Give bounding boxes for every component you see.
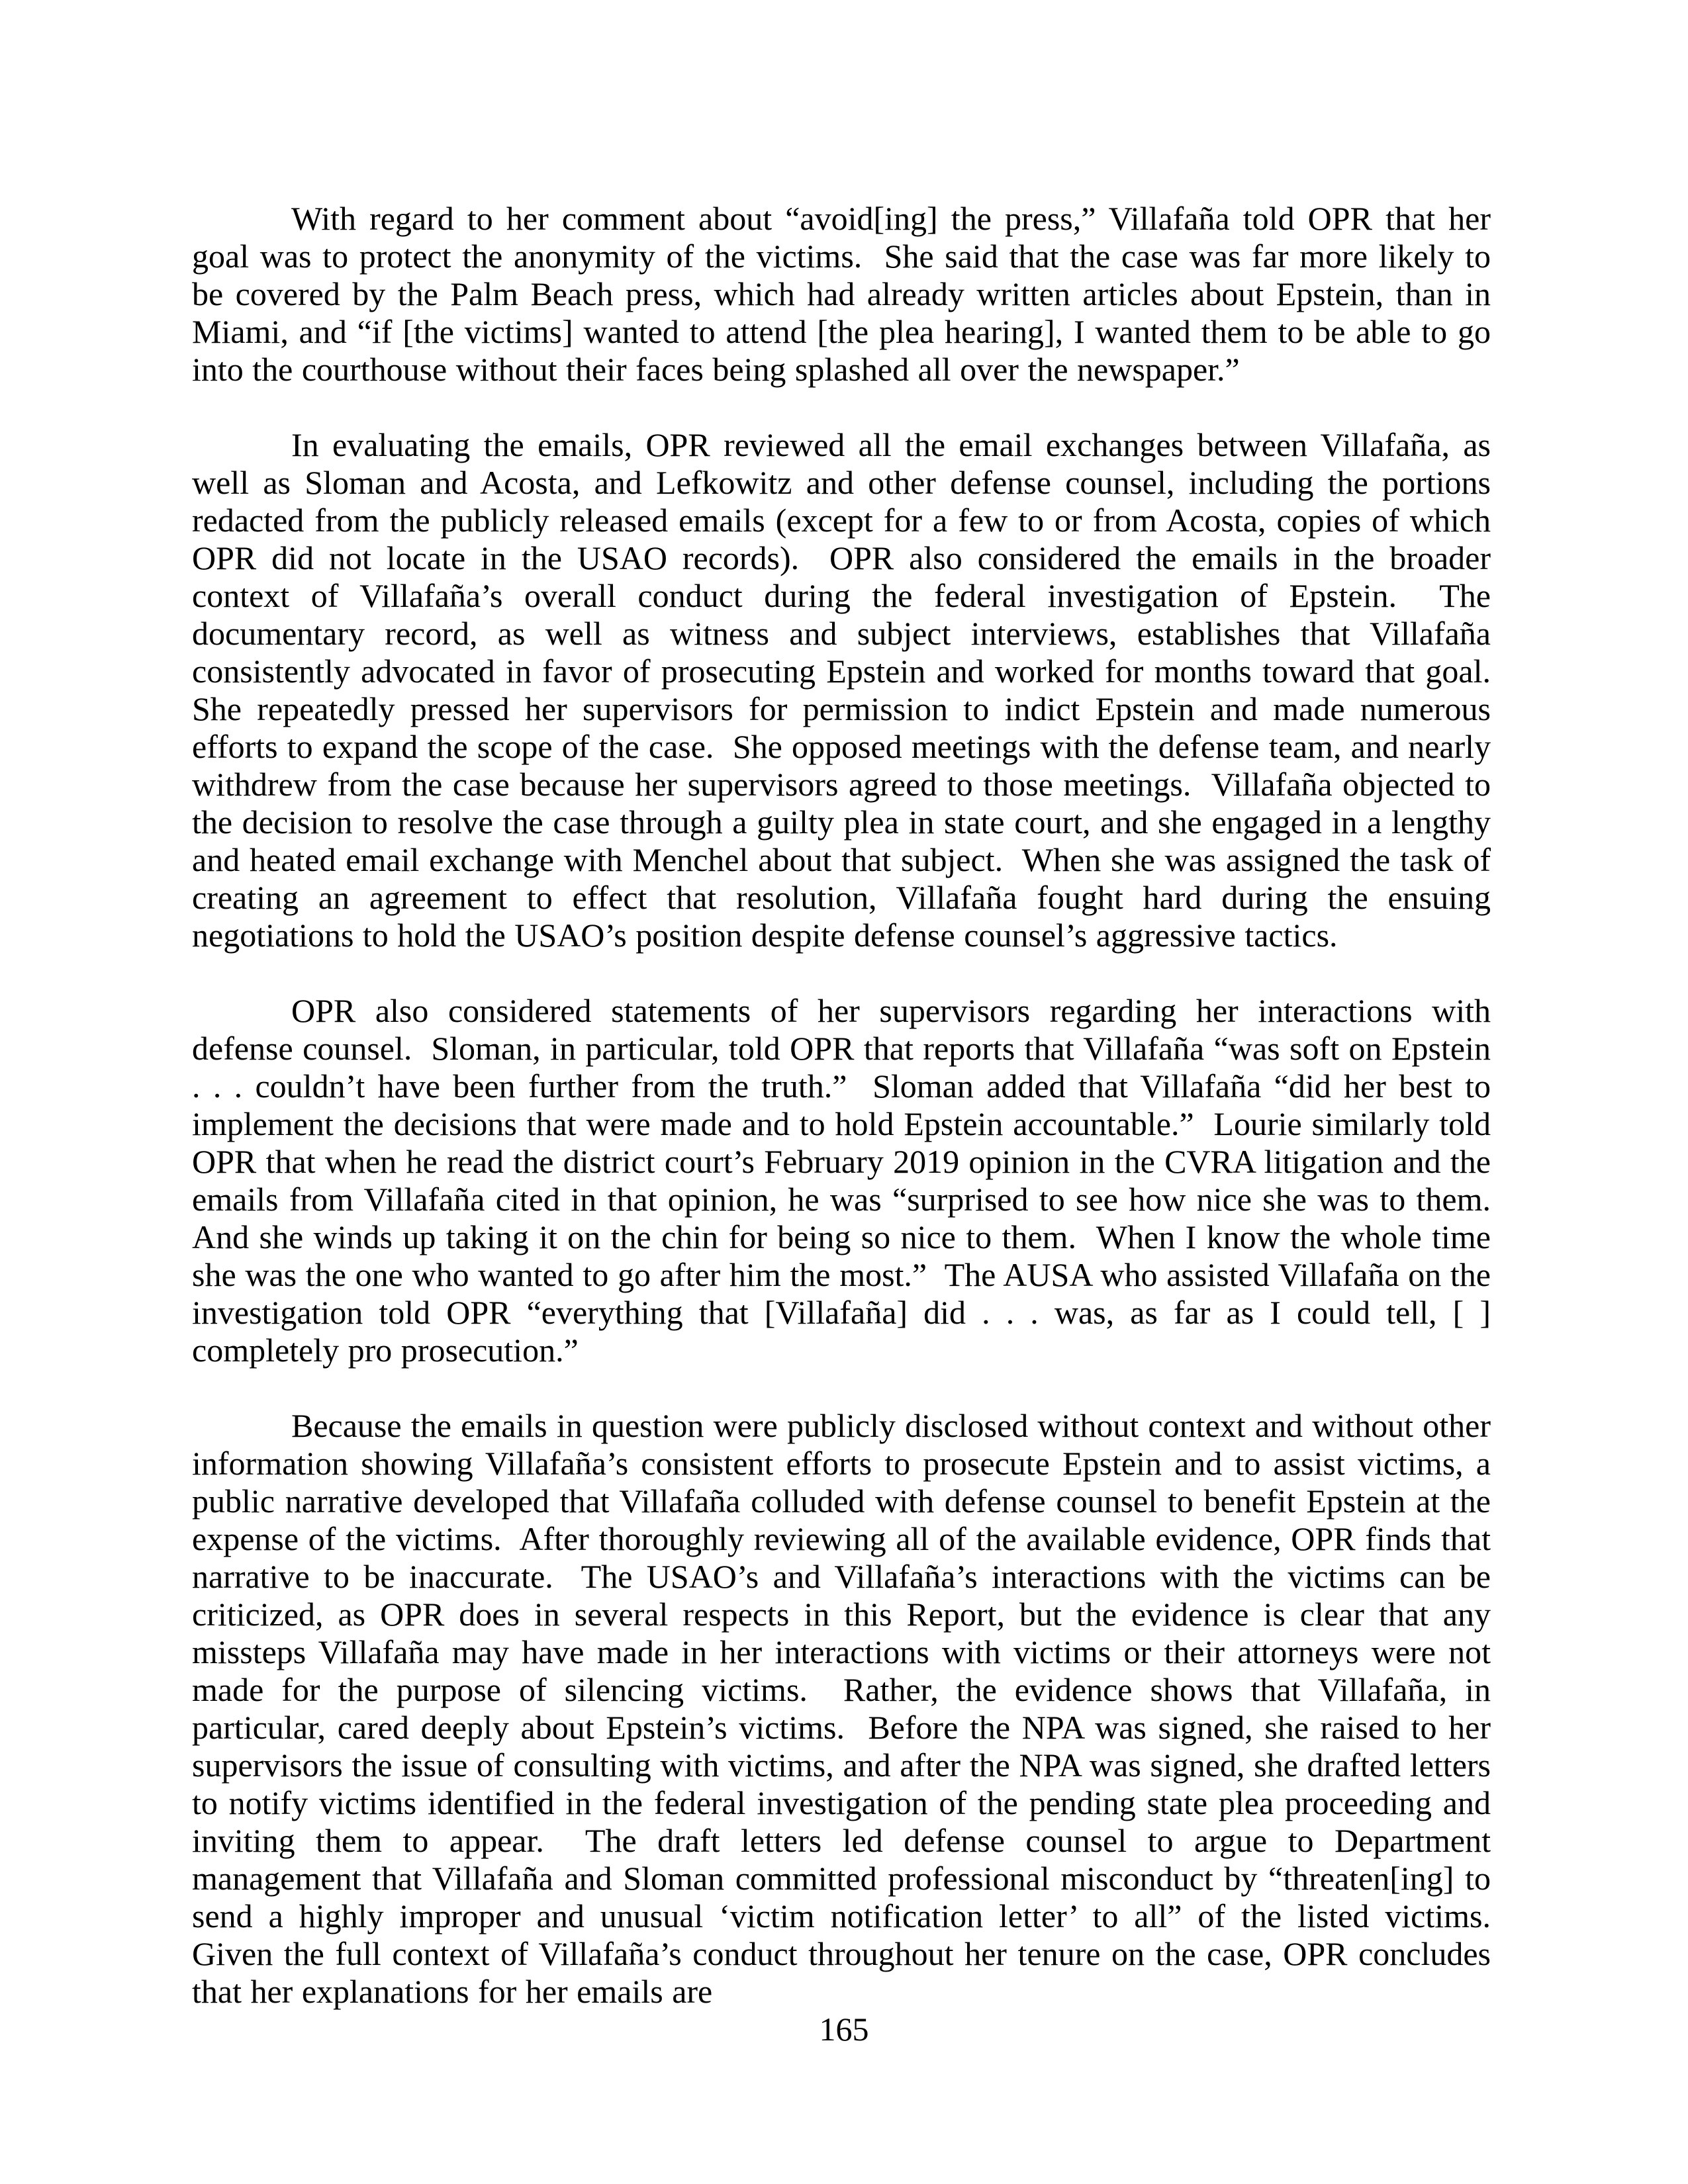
paragraph-4: Because the emails in question were publicly disclosed without context and without other information showing Villafaña’s consistent efforts to prosecute Epstein and to assist victims, a public narrative developed that Villafaña colluded with defense counsel to benefit Epstein at the expense of the victims. After thoroughly reviewing all of the available evidence, OPR finds that narrative to be inaccurate. The USAO’s and Villafaña’s interactions with the victims can be criticized, as OPR does in several respects in this Report, but the evidence is clear that any missteps Villafaña may have made in her interactions with victims or their attorneys were not made for the purpose of silencing victims. Rather, the evidence shows that Villafaña, in particular, cared deeply about Epstein’s victims. Before the NPA was signed, she raised to her supervisors the issue of consulting with victims, and after the NPA was signed, she drafted letters to notify victims identified in the federal investigation of the pending state plea proceeding and inviting them to appear. The draft letters led defense counsel to argue to Department management that Villafaña and Sloman committed professional misconduct by “threaten[ing] to send a highly improper and unusual ‘victim notification letter’ to all” of the listed victims. Given the full context of Villafaña’s conduct throughout her tenure on the case, OPR concludes that her explanations for her emails are (192, 1407, 1509, 2010)
page-number: 165 (819, 2011, 869, 2048)
paragraph-2: In evaluating the emails, OPR reviewed all the email exchanges between Villafaña, as well as Sloman and Acosta, and Lefkowitz and other defense counsel, including the portions redacted from the publicly released emails (except for a few to or from Acosta, copies of which OPR did not locate in the USAO records). OPR also considered the emails in the broader context of Villafaña’s overall conduct during the federal investigation of Epstein. The documentary record, as well as witness and subject interviews, establishes that Villafaña consistently advocated in favor of prosecuting Epstein and worked for months toward that goal. She repeatedly pressed her supervisors for permission to indict Epstein and made numerous efforts to expand the scope of the case. She opposed meetings with the defense team, and nearly withdrew from the case because her supervisors agreed to those meetings. Villafaña objected to the decision to resolve the case through a guilty plea in state court, and she engaged in a lengthy and heated email exchange with Menchel about that subject. When she was assigned the task of creating an agreement to effect that resolution, Villafaña fought hard during the ensuing negotiations to hold the USAO’s position despite defense counsel’s aggressive tactics. (192, 426, 1509, 954)
paragraph-3: OPR also considered statements of her supervisors regarding her interactions with defense counsel. Sloman, in particular, told OPR that reports that Villafaña “was soft on Epstein . . . couldn’t have been further from the truth.” Sloman added that Villafaña “did her best to implement the decisions that were made and to hold Epstein accountable.” Lourie similarly told OPR that when he read the district court’s February 2019 opinion in the CVRA litigation and the emails from Villafaña cited in that opinion, he was “surprised to see how nice she was to them. And she winds up taking it on the chin for being so nice to them. When I know the whole time she was the one who wanted to go after him the most.” The AUSA who assisted Villafaña on the investigation told OPR “everything that [Villafaña] did . . . was, as far as I could tell, [ ] completely pro prosecution.” (192, 992, 1509, 1369)
paragraph-1: With regard to her comment about “avoid[ing] the press,” Villafaña told OPR that her goal was to protect the anonymity of the victims. She said that the case was far more likely to be covered by the Palm Beach press, which had already written articles about Epstein, than in Miami, and “if [the victims] wanted to attend [the plea hearing], I wanted them to be able to go into the courthouse without their faces being splashed all over the newspaper.” (192, 200, 1500, 388)
body-text-block (192, 200, 1509, 2048)
